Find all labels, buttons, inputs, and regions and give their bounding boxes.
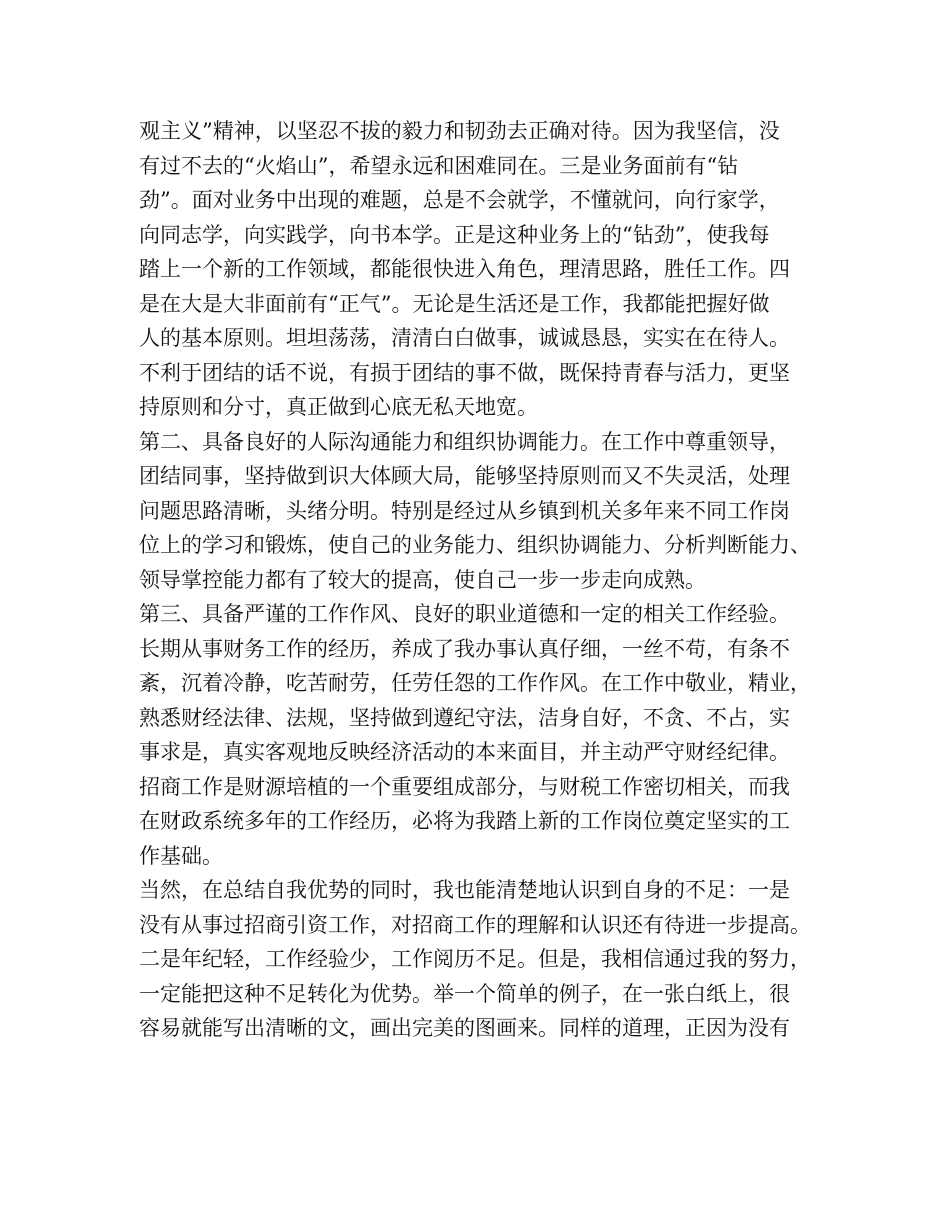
text-line: 容易就能写出清晰的文，画出完美的图画来。同样的道理，正因为没有 (139, 1016, 790, 1040)
text-line: 位上的学习和锻炼，使自己的业务能力、组织协调能力、分析判断能力、 (139, 533, 811, 557)
text-line: 长期从事财务工作的经历，养成了我办事认真仔细，一丝不苟，有条不 (139, 636, 790, 661)
text-line: 团结同事，坚持做到识大体顾大局，能够坚持原则而又不失灵活，处理 (139, 464, 790, 488)
body-text (139, 114, 829, 1046)
text-line: 不利于团结的话不说，有损于团结的事不做，既保持青春与活力，更坚 (139, 360, 790, 385)
text-line: 持原则和分寸，真正做到心底无私天地宽。 (139, 395, 538, 419)
text-line: 没有从事过招商引资工作，对招商工作的理解和认识还有待进一步提高。 (139, 912, 811, 937)
text-line: 劲”。面对业务中出现的难题，总是不会就学，不懂就问，向行家学， (139, 188, 780, 212)
text-line: 是在大是大非面前有“正气”。无论是生活还是工作，我都能把握好做 (139, 291, 770, 316)
text-line: 熟悉财经法律、法规，坚持做到遵纪守法，洁身自好，不贪、不占，实 (139, 705, 790, 730)
text-line: 第三、具备严谨的工作作风、良好的职业道德和一定的相关工作经验。 (139, 602, 790, 626)
text-line: 二是年纪轻，工作经验少，工作阅历不足。但是，我相信通过我的努力， (139, 947, 811, 971)
text-line: 观主义”精神，以坚忍不拔的毅力和韧劲去正确对待。因为我坚信，没 (139, 119, 780, 143)
text-line: 向同志学，向实践学，向书本学。正是这种业务上的“钻劲”，使我每 (139, 222, 770, 247)
text-line: 招商工作是财源培植的一个重要组成部分，与财税工作密切相关，而我 (139, 774, 790, 799)
text-line: 问题思路清晰，头绪分明。特别是经过从乡镇到机关多年来不同工作岗 (139, 498, 790, 523)
text-line: 紊，沉着冷静，吃苦耐劳，任劳任怨的工作作风。在工作中敬业，精业， (139, 671, 811, 695)
text-line: 当然，在总结自我优势的同时，我也能清楚地认识到自身的不足：一是 (139, 878, 790, 902)
text-line: 第二、具备良好的人际沟通能力和组织协调能力。在工作中尊重领导， (139, 429, 790, 454)
text-line: 在财政系统多年的工作经历，必将为我踏上新的工作岗位奠定坚实的工 (139, 809, 790, 833)
text-line: 事求是，真实客观地反映经济活动的本来面目，并主动严守财经纪律。 (139, 740, 790, 764)
text-line: 领导掌控能力都有了较大的提高，使自己一步一步走向成熟。 (139, 567, 706, 592)
text-line: 一定能把这种不足转化为优势。举一个简单的例子，在一张白纸上，很 (139, 981, 790, 1006)
text-line: 有过不去的“火焰山”，希望永远和困难同在。三是业务面前有“钻 (139, 153, 739, 178)
text-line: 人的基本原则。坦坦荡荡，清清白白做事，诚诚恳恳，实实在在待人。 (139, 326, 790, 350)
text-line: 作基础。 (139, 843, 223, 868)
text-line: 踏上一个新的工作领域，都能很快进入角色，理清思路，胜任工作。四 (139, 257, 790, 281)
